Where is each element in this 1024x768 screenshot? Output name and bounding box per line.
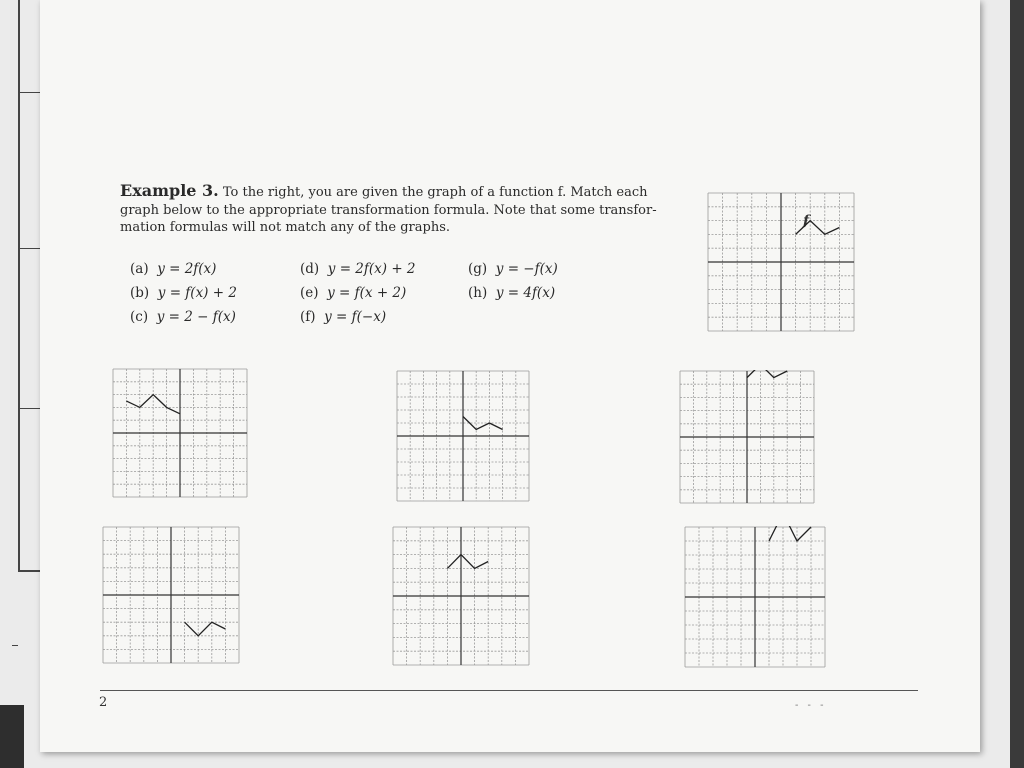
table-corner (0, 705, 24, 768)
grid (685, 527, 825, 667)
reference-graph-label: f (803, 213, 810, 229)
margin-tick (12, 645, 18, 646)
under-sheet-rule (18, 0, 20, 572)
graph-2 (396, 370, 530, 502)
graph-1 (112, 368, 248, 498)
grid (680, 371, 814, 503)
footer-dashes: - - - (795, 700, 827, 711)
margin-tick (20, 92, 40, 93)
grid (113, 369, 247, 497)
grid (393, 527, 529, 665)
graph-6 (684, 526, 826, 668)
example-paragraph (120, 180, 690, 237)
formula-h: (h) y = 4f(x) (468, 285, 556, 301)
under-sheet-rule-foot (18, 570, 42, 572)
margin-tick (20, 248, 40, 249)
margin-tick (20, 408, 40, 409)
graph-5 (392, 526, 530, 666)
graph-4 (102, 526, 240, 664)
page-number: 2 (99, 695, 108, 710)
graph-3 (679, 370, 815, 504)
function-curve (185, 622, 226, 636)
formula-e: (e) y = f(x + 2) (300, 285, 407, 301)
function-curve (769, 526, 811, 541)
example-heading: Example 3. (120, 181, 219, 200)
formula-a: (a) y = 2f(x) (130, 261, 217, 277)
function-curve (447, 555, 488, 569)
formula-f: (f) y = f(−x) (300, 309, 387, 325)
formula-b: (b) y = f(x) + 2 (130, 285, 237, 301)
grid (103, 527, 239, 663)
formula-c: (c) y = 2 − f(x) (130, 309, 236, 325)
example-line-2: graph below to the appropriate transformation formula. Note that some transfor- (120, 202, 657, 218)
grid (397, 371, 529, 501)
grid (708, 193, 854, 331)
formula-d: (d) y = 2f(x) + 2 (300, 261, 416, 277)
footer-rule (100, 690, 918, 691)
example-line-3: mation formulas will not match any of the graphs. (120, 220, 451, 236)
example-line-1: To the right, you are given the graph of a function f. Match each (222, 185, 648, 200)
formula-g: (g) y = −f(x) (468, 261, 558, 277)
reference-graph-f (707, 192, 855, 332)
